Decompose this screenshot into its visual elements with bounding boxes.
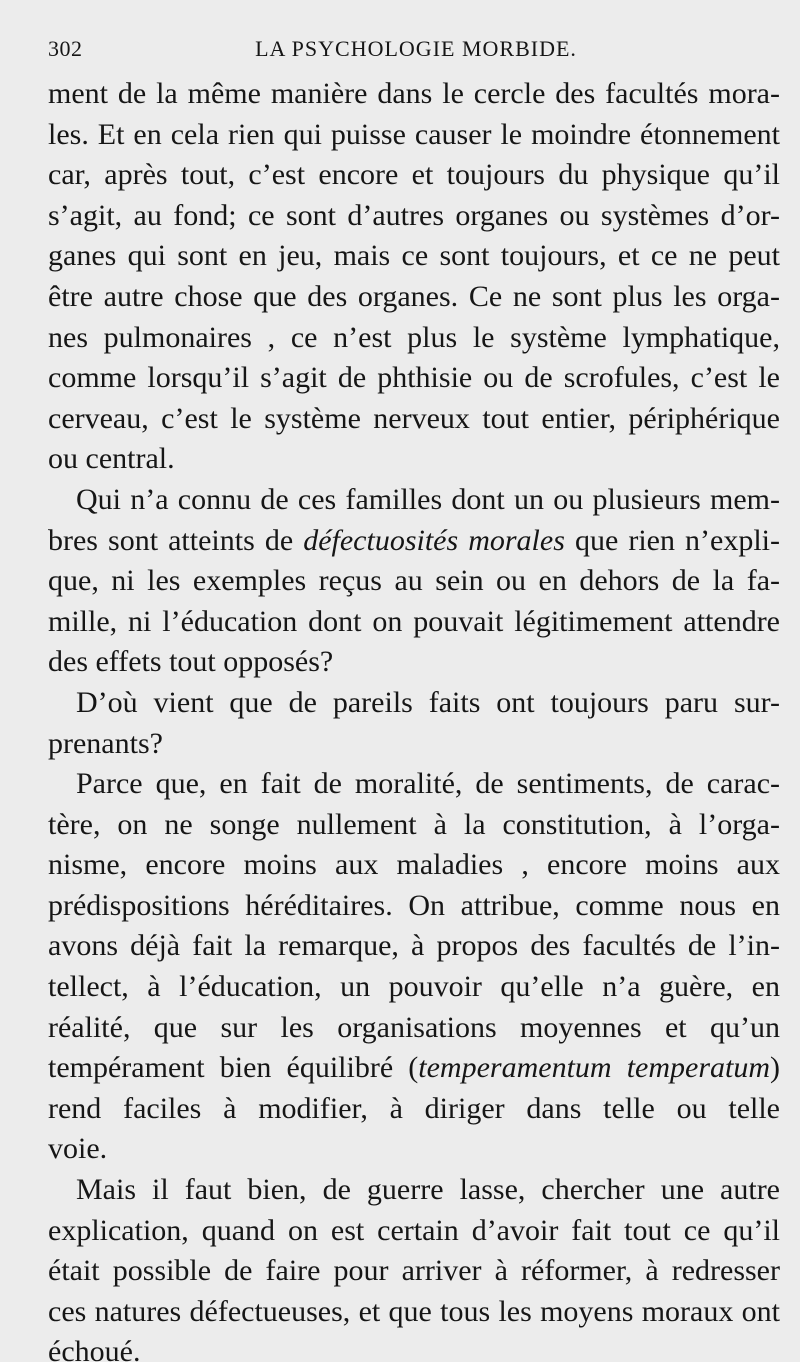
text-line: D’où vient que de pareils faits ont toujours paru sur- [76, 685, 780, 719]
text-run: tempérament bien équilibré ( [48, 1051, 419, 1085]
text-run: ) [770, 1051, 780, 1085]
text-line: Qui n’a connu de ces familles dont un ou plusieurs mem- [76, 482, 780, 516]
page-number: 302 [48, 36, 83, 61]
text-line: voie. [48, 1132, 108, 1166]
text-line: les. Et en cela rien qui puisse causer le moindre étonnement [48, 117, 780, 151]
text-line [48, 521, 780, 562]
text-line: que, ni les exemples reçus au sein ou en dehors de la fa- [48, 564, 780, 598]
text-line: Mais il faut bien, de guerre lasse, chercher une autre [76, 1173, 780, 1207]
text-line: avons déjà fait la remarque, à propos des facultés de l’in- [48, 929, 780, 963]
text-line: nes pulmonaires , ce n’est plus le système lymphatique, [48, 320, 780, 354]
text-line: ou central. [48, 442, 175, 476]
text-line: Parce que, en fait de moralité, de sentiments, de carac- [76, 767, 780, 801]
text-run: que rien n’expli- [564, 523, 780, 557]
text-run: bres sont atteints de [48, 523, 304, 557]
text-line: des effets tout opposés? [48, 645, 334, 679]
text-line: prenants? [48, 726, 163, 760]
text-line: être autre chose que des organes. Ce ne sont plus les orga- [48, 279, 780, 313]
italic-emphasis: défectuosités morales [303, 523, 565, 557]
running-title: LA PSYCHOLOGIE MORBIDE. [255, 36, 577, 61]
text-line: réalité, que sur les organisations moyennes et qu’un [48, 1010, 780, 1044]
text-line [48, 1048, 780, 1089]
text-line: mille, ni l’éducation dont on pouvait légitimement attendre [48, 604, 780, 638]
text-line: comme lorsqu’il s’agit de phthisie ou de scrofules, c’est le [48, 361, 780, 395]
text-line: cerveau, c’est le système nerveux tout entier, périphérique [48, 401, 780, 435]
running-header [48, 36, 784, 70]
text-line: tère, on ne songe nullement à la constitution, à l’orga- [48, 807, 780, 841]
text-line: rend faciles à modifier, à diriger dans telle ou telle [48, 1091, 780, 1125]
text-line: ces natures défectueuses, et que tous les moyens moraux ont [48, 1294, 780, 1328]
text-line: prédispositions héréditaires. On attribue, comme nous en [48, 888, 780, 922]
text-line: s’agit, au fond; ce sont d’autres organes ou systèmes d’or- [48, 198, 780, 232]
text-line: tellect, à l’éducation, un pouvoir qu’elle n’a guère, en [48, 970, 780, 1004]
italic-emphasis: temperamentum temperatum [418, 1051, 771, 1085]
text-line: était possible de faire pour arriver à réformer, à redresser [48, 1254, 780, 1288]
body-text [48, 74, 780, 1362]
text-line: ganes qui sont en jeu, mais ce sont toujours, et ce ne peut [48, 239, 780, 273]
text-line: ment de la même manière dans le cercle des facultés mora- [48, 77, 780, 110]
text-line: échoué. [48, 1335, 141, 1362]
text-line: nisme, encore moins aux maladies , encore moins aux [48, 848, 780, 882]
text-line: car, après tout, c’est encore et toujours du physique qu’il [48, 158, 780, 192]
text-line: explication, quand on est certain d’avoir fait tout ce qu’il [48, 1213, 780, 1247]
